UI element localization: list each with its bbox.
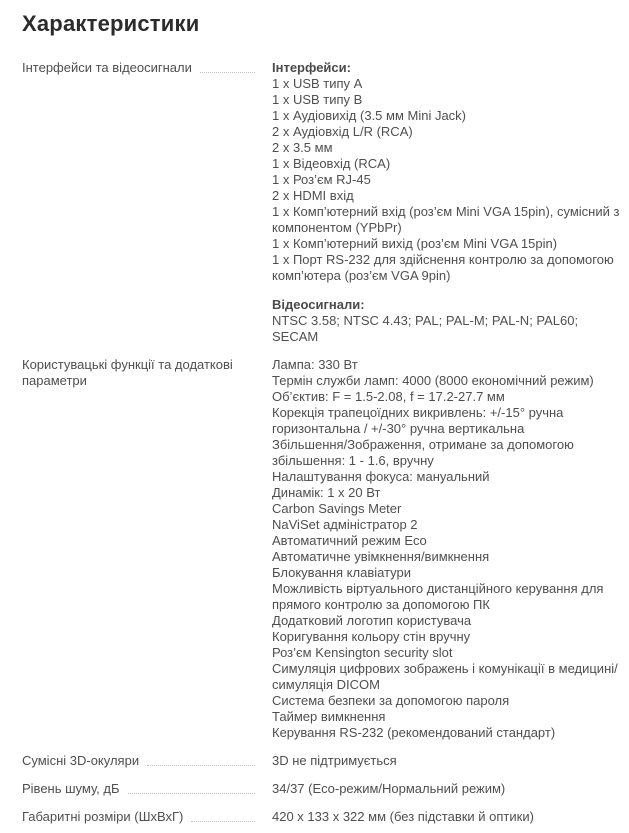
spec-line: 1 x Комп’ютерний вихід (роз’єм Mini VGA 15pin) (272, 236, 558, 251)
spec-line: NaViSet адміністратор 2 (272, 517, 418, 532)
spec-line: Лампа: 330 Вт (272, 357, 358, 372)
spec-line: 1 x Аудіовихід (3.5 мм Mini Jack) (272, 108, 467, 123)
spec-row (22, 357, 622, 741)
spec-line: Динамік: 1 x 20 Вт (272, 485, 381, 500)
spec-line: 1 x Порт RS-232 для здійснення контролю за допомогою комп’ютера (роз’єм VGA 9pin) (272, 252, 614, 283)
leader-dots (147, 753, 255, 766)
spec-row (22, 60, 622, 345)
leader-dots (191, 809, 255, 822)
spec-group (272, 357, 622, 741)
spec-value-cell (272, 809, 622, 825)
spec-line: 34/37 (Eco-режим/Нормальний режим) (272, 781, 506, 796)
spec-label-cell (22, 60, 272, 76)
spec-line: Додатковий логотип користувача (272, 613, 472, 628)
spec-label-text: Габаритні розміри (ШхВхГ) (22, 809, 184, 824)
spec-line: Налаштування фокуса: мануальний (272, 469, 490, 484)
spec-line: Система безпеки за допомогою пароля (272, 693, 510, 708)
leader-dots (128, 781, 255, 794)
spec-group (272, 753, 622, 769)
page-title: Характеристики (22, 11, 200, 36)
spec-label-text: Інтерфейси та відеосигнали (22, 60, 192, 75)
spec-value-cell (272, 60, 622, 345)
spec-line: 1 x USB типу A (272, 76, 363, 91)
spec-value-cell (272, 781, 622, 797)
spec-line: 2 x HDMI вхід (272, 188, 354, 203)
spec-row (22, 809, 622, 825)
spec-label-text: Сумісні 3D-окуляри (22, 753, 140, 768)
spec-line: Симуляція цифрових зображень і комунікації в медицині/симуляція DICOM (272, 661, 618, 692)
spec-group (272, 60, 622, 284)
spec-line: Автоматичне увімкнення/вимкнення (272, 549, 490, 564)
spec-line: 1 x Відеовхід (RCA) (272, 156, 391, 171)
spec-line: Автоматичний режим Eco (272, 533, 427, 548)
spec-label-text: Рівень шуму, дБ (22, 781, 120, 796)
spec-label-cell (22, 809, 272, 825)
spec-label-cell (22, 357, 272, 389)
spec-line: 3D не підтримується (272, 753, 397, 768)
spec-line: NTSC 3.58; NTSC 4.43; PAL; PAL-M; PAL-N; PAL60; SECAM (272, 313, 579, 344)
spec-group (272, 781, 622, 797)
spec-line: Корекція трапецоїдних викривлень: +/-15° ручна горизонтальна / +/-30° ручна вертикальна (272, 405, 564, 436)
spec-line: Керування RS-232 (рекомендований стандарт) (272, 725, 556, 740)
spec-row (22, 781, 622, 797)
spec-line: 1 x Комп’ютерний вхід (роз’єм Mini VGA 15pin), сумісний з компонентом (YPbPr) (272, 204, 620, 235)
spec-line: 2 x 3.5 мм (272, 140, 333, 155)
spec-line: Carbon Savings Meter (272, 501, 402, 516)
spec-line: Об’єктив: F = 1.5-2.08, f = 17.2-27.7 мм (272, 389, 505, 404)
spec-line: Термін служби ламп: 4000 (8000 економічний режим) (272, 373, 594, 388)
spec-line: 1 x Роз’єм RJ-45 (272, 172, 371, 187)
spec-group (272, 809, 622, 825)
spec-line: 420 x 133 x 322 мм (без підставки й оптики) (272, 809, 534, 824)
spec-label-cell (22, 781, 272, 797)
spec-line: Блокування клавіатури (272, 565, 412, 580)
spec-group-header: Відеосигнали: (272, 297, 365, 312)
spec-group-header: Інтерфейси: (272, 60, 351, 75)
spec-label-text: Користувацькі функції та додаткові параметри (22, 357, 233, 388)
spec-table (22, 60, 622, 825)
spec-line: Роз’єм Kensington security slot (272, 645, 453, 660)
spec-line: Таймер вимкнення (272, 709, 386, 724)
spec-value-cell (272, 753, 622, 769)
spec-group (272, 297, 622, 345)
spec-line: Збільшення/Зображення, отримане за допомогою збільшення: 1 - 1.6, вручну (272, 437, 574, 468)
spec-line: Коригування кольору стін вручну (272, 629, 471, 644)
spec-row (22, 753, 622, 769)
spec-line: 2 x Аудіовхід L/R (RCA) (272, 124, 413, 139)
leader-dots (200, 60, 255, 73)
spec-line: Можливість віртуального дистанційного керування для прямого контролю за допомогою ПК (272, 581, 604, 612)
spec-value-cell (272, 357, 622, 741)
spec-label-cell (22, 753, 272, 769)
spec-line: 1 x USB типу B (272, 92, 363, 107)
